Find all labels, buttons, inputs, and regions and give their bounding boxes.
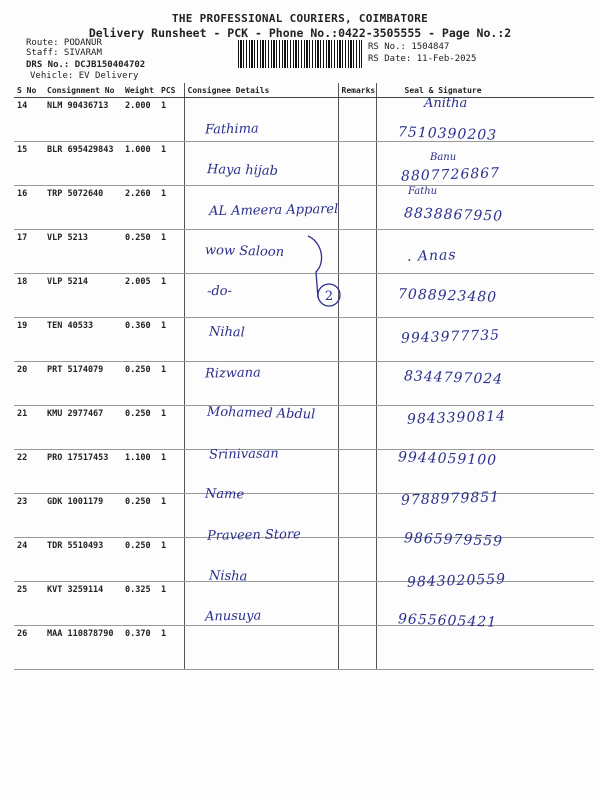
handwritten-consignee: Haya hijab bbox=[206, 161, 279, 179]
signature-scribble-15: Banu bbox=[430, 152, 457, 163]
cell-pcs: 1 bbox=[158, 186, 184, 230]
cell-consignee bbox=[184, 538, 338, 585]
cell-consignee bbox=[184, 626, 338, 670]
table-row bbox=[14, 494, 594, 538]
cell-remarks bbox=[338, 98, 376, 142]
cell-pcs: 1 bbox=[158, 494, 184, 538]
cell-signature bbox=[376, 626, 594, 670]
handwritten-signature: 8344797024 bbox=[403, 367, 504, 388]
handwritten-consignee: Anusuya bbox=[204, 608, 262, 625]
cell-remarks bbox=[338, 494, 376, 538]
cell-pcs: 1 bbox=[158, 582, 184, 626]
handwritten-consignee: -do- bbox=[206, 284, 233, 300]
cell-pcs: 1 bbox=[158, 98, 184, 142]
handwritten-signature: . Anas bbox=[406, 246, 457, 265]
cell-sno: 21 bbox=[14, 406, 44, 450]
cell-remarks bbox=[338, 186, 376, 230]
cell-consignment: TRP 5072640 bbox=[44, 186, 122, 230]
cell-consignment: BLR 695429843 bbox=[44, 142, 122, 186]
cell-pcs: 1 bbox=[158, 274, 184, 318]
cell-consignment: VLP 5214 bbox=[44, 274, 122, 318]
handwritten-signature: 8838867950 bbox=[403, 205, 504, 225]
vehicle-label: Vehicle: EV Delivery bbox=[30, 71, 139, 81]
cell-pcs: 1 bbox=[158, 450, 184, 494]
drs-number: DRS No.: DCJB150404702 bbox=[26, 60, 146, 70]
table-row bbox=[14, 142, 594, 186]
cell-sno: 23 bbox=[14, 494, 44, 538]
cell-sno: 15 bbox=[14, 142, 44, 186]
cell-pcs: 1 bbox=[158, 318, 184, 362]
cell-consignee bbox=[184, 318, 338, 362]
cell-sno: 18 bbox=[14, 274, 44, 318]
cell-consignment: KVT 3259114 bbox=[44, 582, 122, 626]
handwritten-signature: 8807726867 bbox=[400, 164, 501, 185]
col-sno: S No bbox=[14, 83, 44, 98]
col-signature: Seal & Signature bbox=[376, 83, 594, 98]
cell-weight: 0.360 bbox=[122, 318, 158, 362]
cell-weight: 0.250 bbox=[122, 538, 158, 582]
table-row bbox=[14, 98, 594, 142]
cell-sno: 24 bbox=[14, 538, 44, 582]
cell-consignment: TEN 40533 bbox=[44, 318, 122, 362]
cell-consignment: PRT 5174079 bbox=[44, 362, 122, 406]
cell-pcs: 1 bbox=[158, 538, 184, 582]
signature-scribble-16: Fathu bbox=[408, 186, 438, 197]
cell-weight: 2.260 bbox=[122, 186, 158, 230]
cell-sno: 14 bbox=[14, 98, 44, 142]
table-row bbox=[14, 318, 594, 362]
cell-sno: 22 bbox=[14, 450, 44, 494]
cell-consignment: TDR 5510493 bbox=[44, 538, 122, 582]
rs-date: RS Date: 11-Feb-2025 bbox=[368, 54, 477, 64]
handwritten-signature: 7510390203 bbox=[397, 124, 498, 144]
rs-number: RS No.: 1504847 bbox=[368, 42, 450, 52]
cell-weight: 0.325 bbox=[122, 582, 158, 626]
cell-sno: 17 bbox=[14, 230, 44, 274]
col-remarks: Remarks bbox=[338, 83, 376, 98]
cell-pcs: 1 bbox=[158, 230, 184, 274]
handwritten-consignee: Nisha bbox=[208, 568, 248, 585]
cell-weight: 2.005 bbox=[122, 274, 158, 318]
table-row bbox=[14, 362, 594, 406]
table-row bbox=[14, 450, 594, 494]
handwritten-signature: 9943977735 bbox=[400, 327, 501, 347]
handwritten-consignee: Mohamed Abdul bbox=[206, 404, 316, 423]
route-label: Route: PODANUR bbox=[26, 38, 102, 48]
handwritten-signature: 9865979559 bbox=[403, 530, 504, 550]
cell-consignment: MAA 110878790 bbox=[44, 626, 122, 670]
cell-weight: 2.000 bbox=[122, 98, 158, 142]
table-row bbox=[14, 582, 594, 626]
cell-remarks bbox=[338, 230, 376, 274]
cell-pcs: 1 bbox=[158, 626, 184, 670]
cell-remarks bbox=[338, 582, 376, 626]
handwritten-consignee: AL Ameera Apparel bbox=[208, 202, 339, 220]
cell-remarks bbox=[338, 450, 376, 494]
barcode bbox=[238, 40, 362, 68]
handwritten-consignee: Nihal bbox=[208, 324, 246, 341]
handwritten-consignee: wow Saloon bbox=[204, 242, 285, 260]
handwritten-signature: 9843020559 bbox=[406, 570, 507, 591]
cell-weight: 0.250 bbox=[122, 406, 158, 450]
cell-pcs: 1 bbox=[158, 362, 184, 406]
cell-remarks bbox=[338, 626, 376, 670]
col-consignee: Consignee Details bbox=[184, 83, 338, 98]
svg-text:2: 2 bbox=[324, 289, 334, 304]
handwritten-consignee: Name bbox=[204, 486, 245, 503]
cell-remarks bbox=[338, 274, 376, 318]
handwritten-consignee: Praveen Store bbox=[206, 527, 301, 544]
col-pcs: PCS bbox=[158, 83, 184, 98]
table-header-row bbox=[14, 83, 594, 98]
runsheet-table bbox=[14, 83, 594, 670]
cell-remarks bbox=[338, 318, 376, 362]
cell-sno: 26 bbox=[14, 626, 44, 670]
cell-consignment: KMU 2977467 bbox=[44, 406, 122, 450]
ditto-bracket-icon bbox=[304, 232, 330, 302]
cell-sno: 20 bbox=[14, 362, 44, 406]
cell-weight: 0.370 bbox=[122, 626, 158, 670]
cell-sno: 25 bbox=[14, 582, 44, 626]
handwritten-signature: 9788979851 bbox=[400, 489, 501, 510]
cell-consignment: PRO 17517453 bbox=[44, 450, 122, 494]
cell-consignment: VLP 5213 bbox=[44, 230, 122, 274]
cell-consignment: NLM 90436713 bbox=[44, 98, 122, 142]
handwritten-consignee: Srinivasan bbox=[208, 446, 279, 463]
col-weight: Weight bbox=[122, 83, 158, 98]
cell-pcs: 1 bbox=[158, 142, 184, 186]
runsheet-subtitle: Delivery Runsheet - PCK - Phone No.:0422-3505555 - Page No.:2 bbox=[88, 26, 512, 40]
cell-sno: 19 bbox=[14, 318, 44, 362]
handwritten-signature: 7088923480 bbox=[397, 286, 498, 307]
handwritten-signature: 9655605421 bbox=[397, 611, 498, 631]
signature-scribble-14: Anitha bbox=[424, 96, 468, 111]
cell-consignment: GDK 1001179 bbox=[44, 494, 122, 538]
cell-remarks bbox=[338, 538, 376, 582]
handwritten-consignee: Fathima bbox=[204, 121, 259, 138]
table-row bbox=[14, 626, 594, 670]
cell-weight: 1.100 bbox=[122, 450, 158, 494]
cell-weight: 1.000 bbox=[122, 142, 158, 186]
cell-remarks bbox=[338, 406, 376, 450]
col-consignment: Consignment No bbox=[44, 83, 122, 98]
cell-weight: 0.250 bbox=[122, 362, 158, 406]
handwritten-signature: 9843390814 bbox=[406, 408, 507, 428]
cell-weight: 0.250 bbox=[122, 494, 158, 538]
cell-pcs: 1 bbox=[158, 406, 184, 450]
cell-weight: 0.250 bbox=[122, 230, 158, 274]
cell-remarks bbox=[338, 142, 376, 186]
handwritten-signature: 9944059100 bbox=[397, 449, 498, 469]
cell-sno: 16 bbox=[14, 186, 44, 230]
staff-label: Staff: SIVARAM bbox=[26, 48, 102, 58]
table-row bbox=[14, 538, 594, 582]
handwritten-consignee: Rizwana bbox=[204, 365, 261, 382]
cell-remarks bbox=[338, 362, 376, 406]
company-title: THE PROFESSIONAL COURIERS, COIMBATORE bbox=[171, 12, 429, 25]
